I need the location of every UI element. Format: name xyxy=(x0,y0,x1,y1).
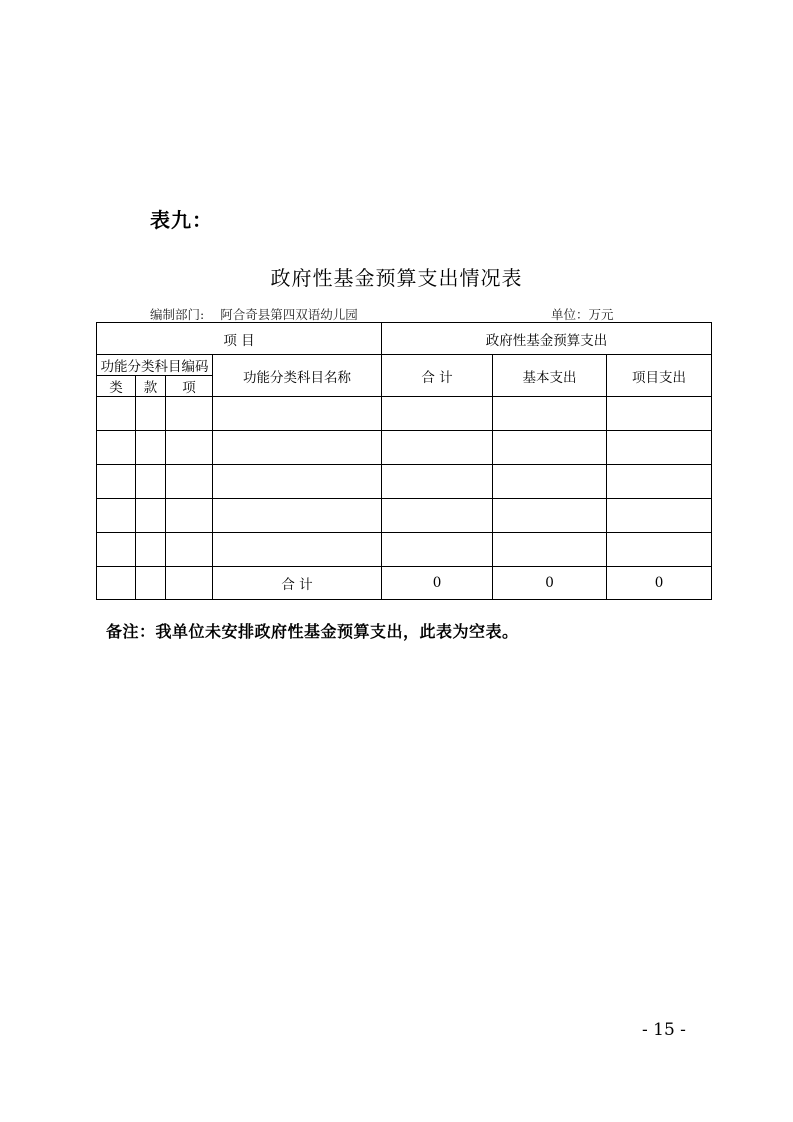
header-class: 类 xyxy=(97,376,136,397)
total-label: 合 计 xyxy=(213,567,382,600)
header-basic: 基本支出 xyxy=(493,355,607,397)
table-row xyxy=(97,465,712,499)
header-project: 项目支出 xyxy=(607,355,712,397)
department-label: 编制部门: xyxy=(150,307,205,322)
project-total-value: 0 xyxy=(607,567,712,600)
basic-total-value: 0 xyxy=(493,567,607,600)
header-fund-expenditure: 政府性基金预算支出 xyxy=(382,323,712,355)
header-section: 款 xyxy=(136,376,166,397)
header-row xyxy=(97,323,712,355)
page-number: - 15 - xyxy=(642,1020,686,1040)
sheet-label: 表九： xyxy=(150,208,213,232)
header-item: 项 目 xyxy=(97,323,382,355)
unit-label: 单位：万元 xyxy=(551,307,614,322)
total-row xyxy=(97,567,712,600)
subheader-row xyxy=(97,355,712,376)
page-title: 政府性基金预算支出情况表 xyxy=(270,266,523,290)
table-row xyxy=(97,533,712,567)
table-row xyxy=(97,431,712,465)
remark-note: 备注：我单位未安排政府性基金预算支出，此表为空表。 xyxy=(106,622,519,641)
header-total: 合 计 xyxy=(382,355,493,397)
table-row xyxy=(97,499,712,533)
table-row xyxy=(97,397,712,431)
header-item-code: 项 xyxy=(166,376,213,397)
header-subject-name: 功能分类科目名称 xyxy=(213,355,382,397)
total-value: 0 xyxy=(382,567,493,600)
compiling-department xyxy=(150,305,358,323)
department-name: 阿合奇县第四双语幼儿园 xyxy=(220,307,358,322)
fund-expenditure-table xyxy=(96,322,712,600)
header-code-group: 功能分类科目编码 xyxy=(97,355,213,376)
